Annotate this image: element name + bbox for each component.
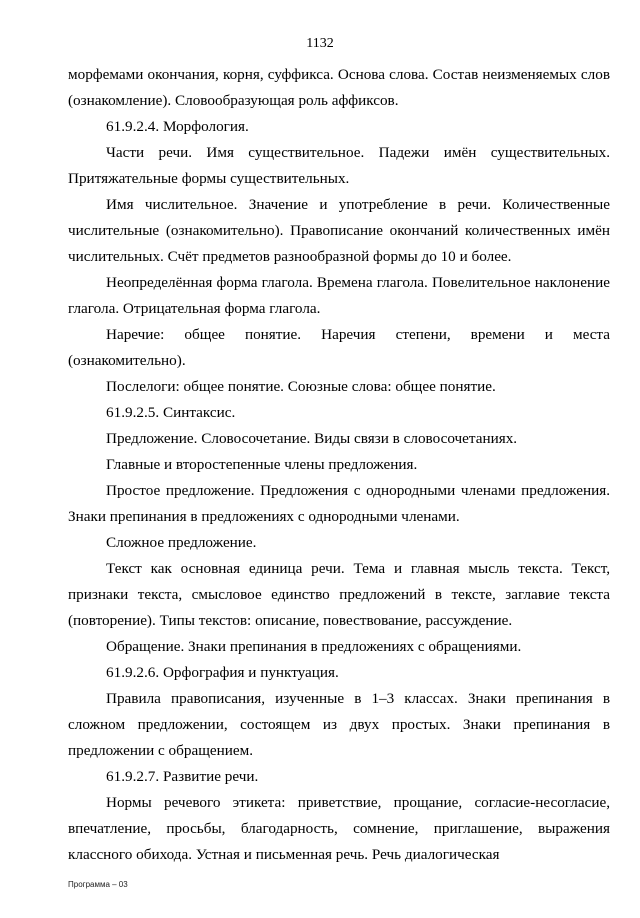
page-number: 1132 bbox=[306, 36, 334, 51]
section-heading-syntax: 61.9.2.5. Синтаксис. bbox=[106, 404, 236, 421]
paragraph: Предложение. Словосочетание. Виды связи в словосочетаниях. bbox=[106, 430, 518, 447]
paragraph: Нормы речевого этикета: приветствие, прощание, согласие-несогласие, впечатление, просьбы, благодарность, сомнение, приглашение, выражения классного обихода. Устная и письменная речь. Речь диалогическая bbox=[68, 794, 610, 863]
paragraph: Главные и второстепенные члены предложения. bbox=[106, 456, 418, 473]
page-footer: Программа – 03 bbox=[68, 880, 128, 889]
paragraph: Имя числительное. Значение и употребление в речи. Количественные числительные (ознакомительно). Правописание окончаний количественных имён числительных. Счёт предметов разнообразной формы до 10 и более. bbox=[68, 196, 610, 265]
paragraph: Простое предложение. Предложения с однородными членами предложения. Знаки препинания в предложениях с однородными членами. bbox=[68, 482, 610, 525]
paragraph: Части речи. Имя существительное. Падежи имён существительных. Притяжательные формы существительных. bbox=[68, 144, 610, 187]
document-body bbox=[68, 62, 610, 868]
section-heading-morphology: 61.9.2.4. Морфология. bbox=[106, 118, 249, 135]
paragraph: Послелоги: общее понятие. Союзные слова: общее понятие. bbox=[106, 378, 496, 395]
section-heading-orthography: 61.9.2.6. Орфография и пунктуация. bbox=[106, 664, 339, 681]
paragraph: Неопределённая форма глагола. Времена глагола. Повелительное наклонение глагола. Отрицательная форма глагола. bbox=[68, 274, 610, 317]
paragraph: морфемами окончания, корня, суффикса. Основа слова. Состав неизменяемых слов (ознакомление). Словообразующая роль аффиксов. bbox=[68, 66, 610, 109]
section-heading-speech-development: 61.9.2.7. Развитие речи. bbox=[106, 768, 259, 785]
paragraph: Обращение. Знаки препинания в предложениях с обращениями. bbox=[106, 638, 522, 655]
paragraph: Текст как основная единица речи. Тема и главная мысль текста. Текст, признаки текста, смысловое единство предложений в тексте, заглавие текста (повторение). Типы текстов: описание, повествование, рассуждение. bbox=[68, 560, 610, 629]
paragraph: Наречие: общее понятие. Наречия степени, времени и места (ознакомительно). bbox=[68, 326, 610, 369]
paragraph: Сложное предложение. bbox=[106, 534, 257, 551]
paragraph: Правила правописания, изученные в 1–3 классах. Знаки препинания в сложном предложении, состоящем из двух простых. Знаки препинания в предложении с обращением. bbox=[68, 690, 610, 759]
